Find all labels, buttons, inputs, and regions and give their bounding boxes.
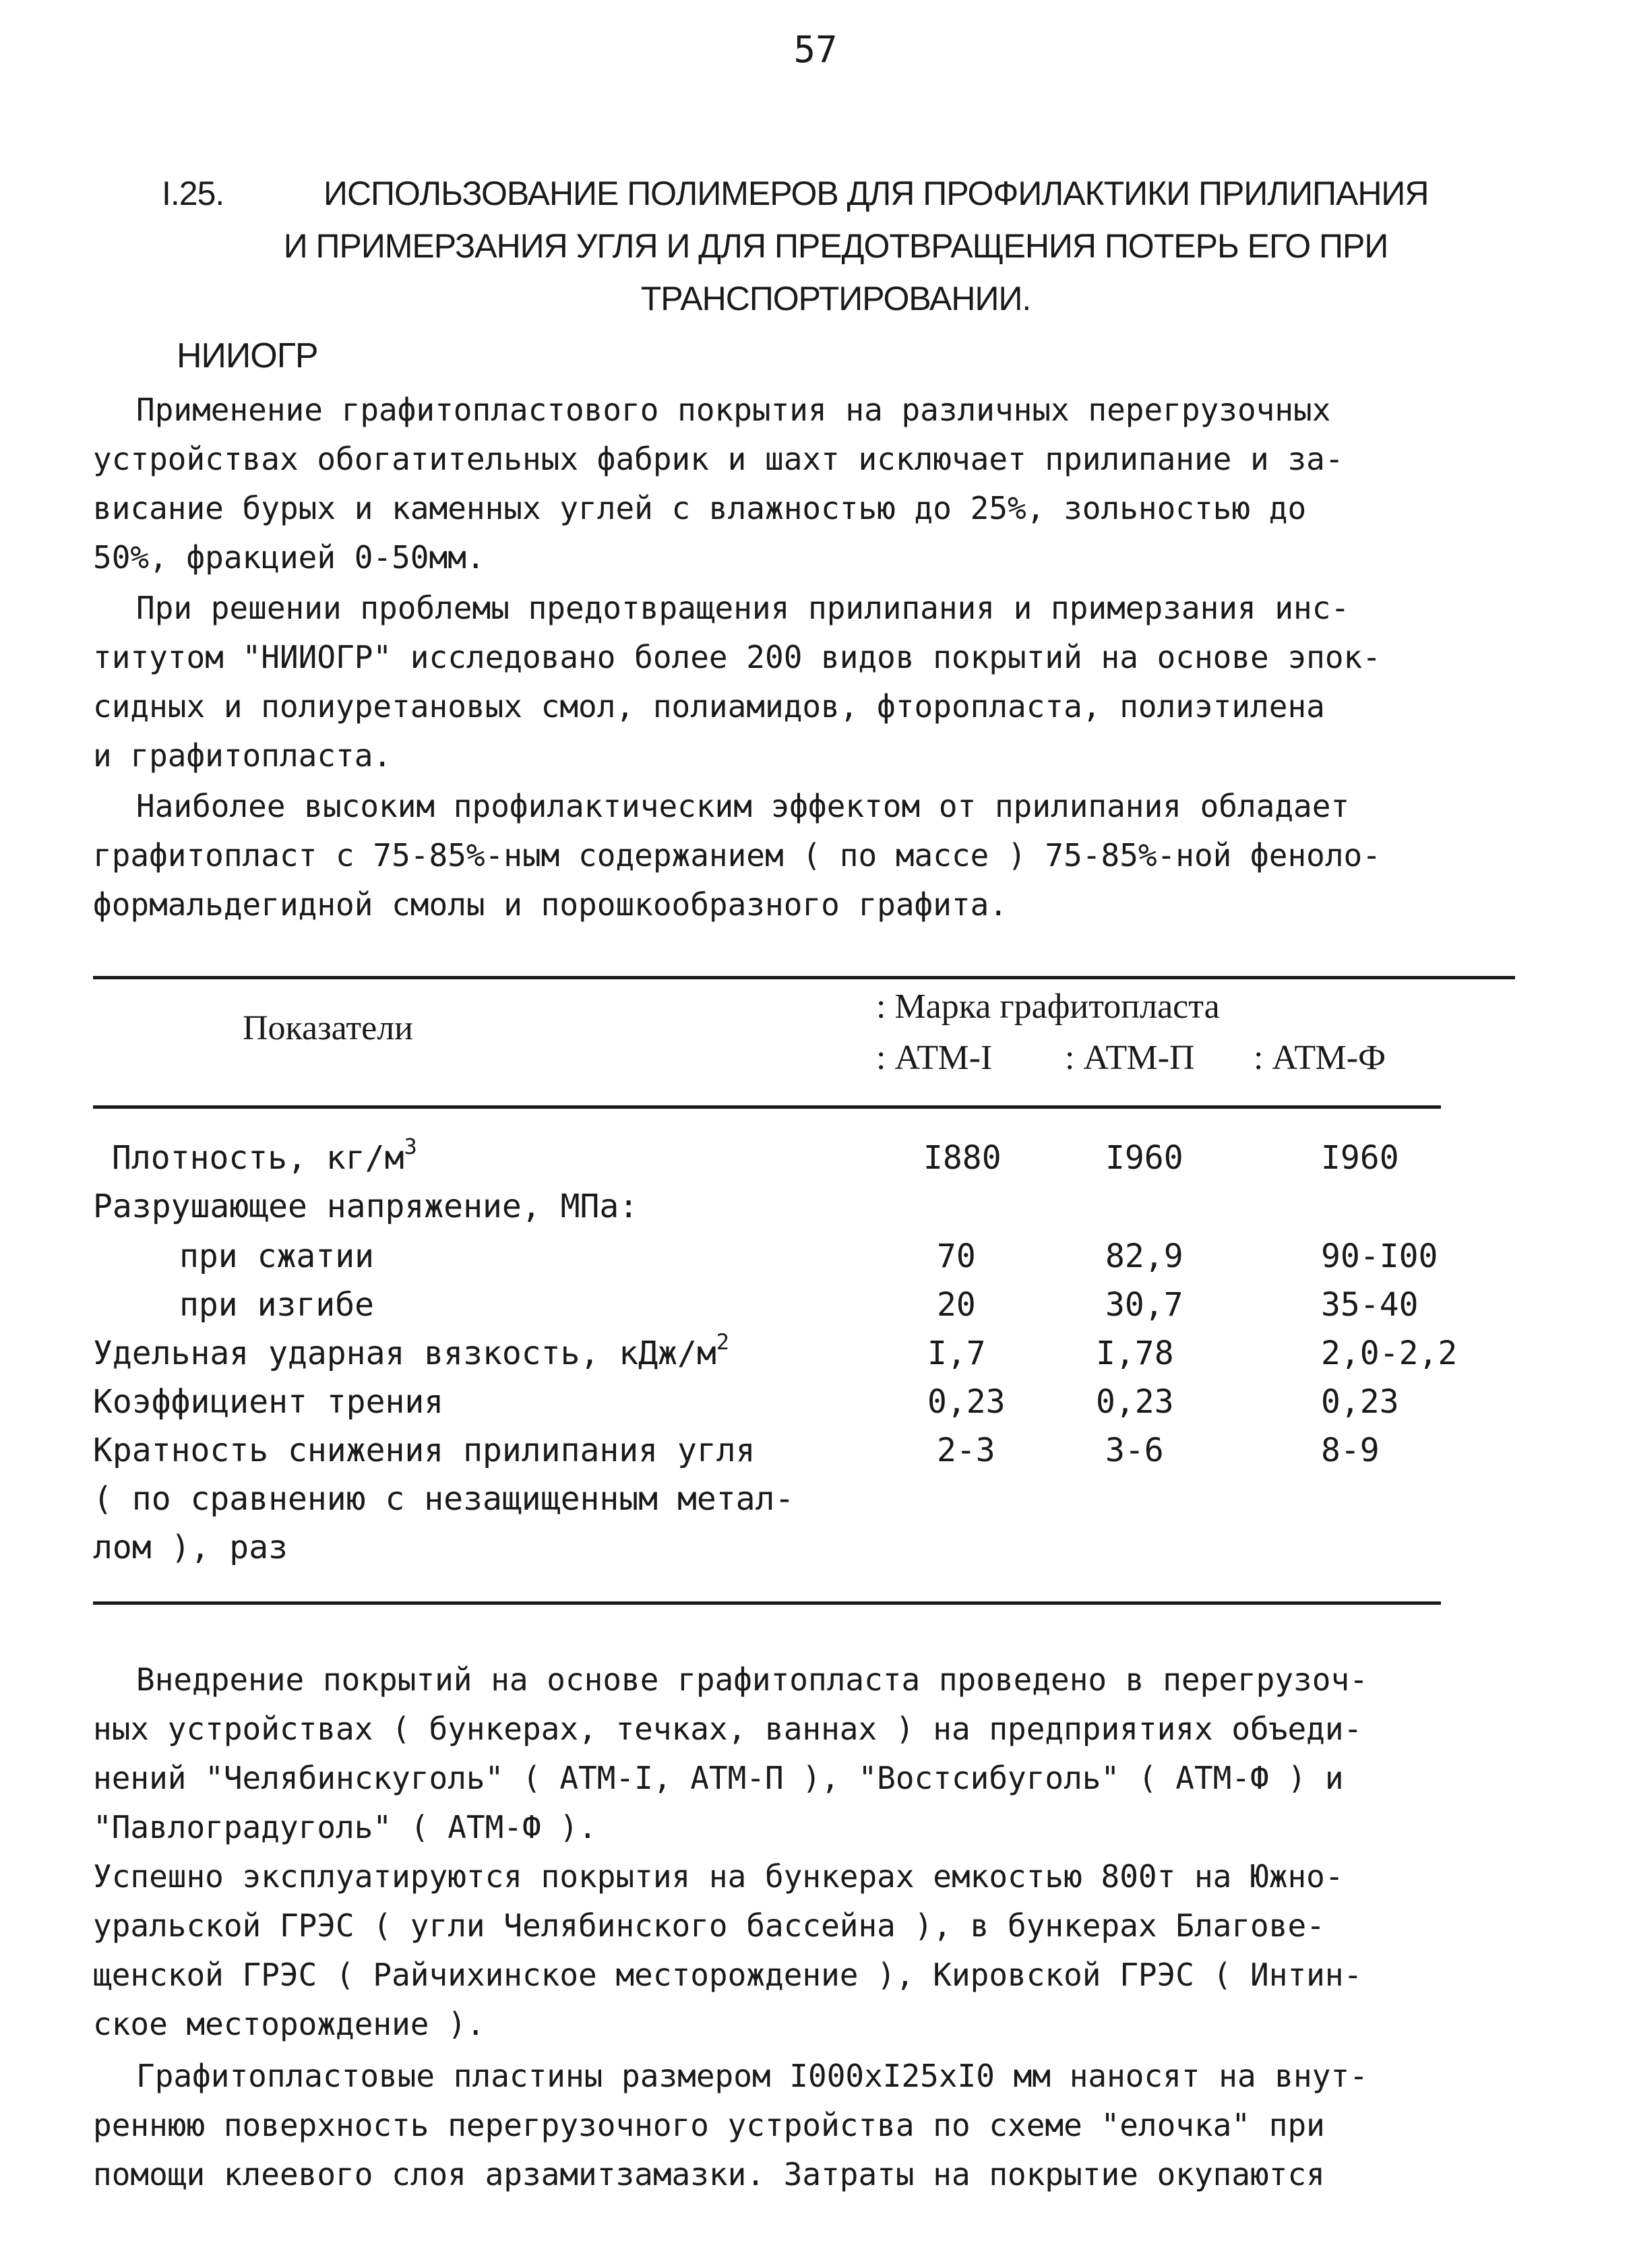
paragraph-line: графитопласт с 75-85%-ным содержанием ( по массе ) 75-85%-ной феноло- [93, 837, 1381, 874]
column-header-indicator: Показатели [243, 1009, 413, 1047]
paragraph-line: помощи клеевого слоя арзамитзамазки. Затраты на покрытие окупаются [93, 2156, 1325, 2193]
value-atm-1: 0,23 [927, 1383, 1006, 1421]
page-number: 57 [793, 28, 838, 71]
paragraph [93, 2052, 1562, 2199]
paragraph [93, 1852, 1562, 2049]
paragraph [93, 782, 1562, 929]
value-atm-2: 3-6 [1105, 1432, 1164, 1469]
value-atm-1: I880 [923, 1139, 1002, 1177]
paragraph-line: реннюю поверхность перегрузочного устройства по схеме "елочка" при [93, 2107, 1325, 2143]
paragraph-line: нений "Челябинскуголь" ( АТМ-I, АТМ-П ), "Востсибуголь" ( АТМ-Ф ) и [93, 1760, 1344, 1796]
table-row: при изгибе [179, 1286, 374, 1324]
value-atm-2: 30,7 [1105, 1286, 1183, 1324]
paragraph [93, 386, 1562, 582]
table-row: лом ), раз [93, 1529, 288, 1566]
paragraph-line: Графитопластовые пластины размером I000xI25xI0 мм наносят на внут- [136, 2058, 1368, 2094]
value-atm-2: 82,9 [1105, 1237, 1183, 1275]
value-atm-2: I,78 [1096, 1335, 1174, 1372]
superscript: 3 [404, 1134, 417, 1159]
paragraph-line: При решении проблемы предотвращения прилипания и примерзания инс- [136, 590, 1350, 626]
value-atm-2: I960 [1105, 1139, 1183, 1177]
column-group-header: : Марка графитопласта [876, 987, 1220, 1026]
section-number: I.25. [162, 175, 224, 212]
paragraph-line: Применение графитопластового покрытия на различных перегрузочных [136, 392, 1331, 428]
value-atm-f: 90-I00 [1321, 1237, 1438, 1275]
table-row: Коэффициент трения [93, 1383, 444, 1421]
column-header-atm-f: : АТМ-Ф [1254, 1039, 1386, 1077]
value-atm-1: 2-3 [937, 1432, 995, 1469]
paragraph-line: ных устройствах ( бункерах, течках, ваннах ) на предприятиях объеди- [93, 1711, 1363, 1747]
value-atm-f: 0,23 [1321, 1383, 1399, 1421]
table-header-rule [93, 1105, 1441, 1109]
table-row: ( по сравнению с незащищенным метал- [93, 1480, 795, 1518]
paragraph-line: и графитопласта. [93, 737, 392, 774]
value-atm-2: 0,23 [1096, 1383, 1174, 1421]
table-row [112, 1134, 417, 1177]
paragraph-line: ское месторождение ). [93, 2006, 485, 2042]
paragraph-line: сидных и полиуретановых смол, полиамидов, фторопласта, полиэтилена [93, 688, 1325, 725]
value-atm-1: 70 [937, 1237, 976, 1275]
value-atm-f: 8-9 [1321, 1432, 1380, 1469]
paragraph-line: формальдегидной смолы и порошкообразного графита. [93, 886, 1008, 923]
superscript: 2 [716, 1329, 730, 1355]
heading-line: И ПРИМЕРЗАНИЯ УГЛЯ И ДЛЯ ПРЕДОТВРАЩЕНИЯ ПОТЕРЬ ЕГО ПРИ [283, 227, 1388, 265]
section-heading [162, 167, 1510, 325]
table-top-rule [93, 976, 1515, 979]
row-label: Удельная ударная вязкость, кДж/м [93, 1335, 716, 1372]
paragraph-line: 50%, фракцией 0-50мм. [93, 539, 485, 576]
table-row: Кратность снижения прилипания угля [93, 1432, 756, 1469]
value-atm-f: 2,0-2,2 [1321, 1335, 1458, 1372]
paragraph-line: щенской ГРЭС ( Райчихинское месторождение ), Кировской ГРЭС ( Интин- [93, 1957, 1363, 1993]
row-label: Плотность, кг/м [112, 1139, 404, 1177]
table-bottom-rule [93, 1601, 1441, 1605]
paragraph-line: устройствах обогатительных фабрик и шахт исключает прилипание и за- [93, 441, 1344, 477]
value-atm-f: I960 [1321, 1139, 1399, 1177]
paragraph [93, 584, 1562, 780]
paragraph [93, 1655, 1562, 1852]
paragraph-line: "Павлоградуголь" ( АТМ-Ф ). [93, 1809, 597, 1845]
heading-line: ИСПОЛЬЗОВАНИЕ ПОЛИМЕРОВ ДЛЯ ПРОФИЛАКТИКИ ПРИЛИПАНИЯ [324, 175, 1429, 212]
heading-line: ТРАНСПОРТИРОВАНИИ. [640, 280, 1031, 317]
paragraph-line: висание бурых и каменных углей с влажностью до 25%, зольностью до [93, 490, 1307, 526]
organization-name: НИИОГР [177, 336, 318, 375]
table-row: Разрушающее напряжение, МПа: [93, 1188, 639, 1225]
value-atm-1: 20 [937, 1286, 976, 1324]
table-row [93, 1329, 730, 1372]
paragraph-line: Наиболее высоким профилактическим эффектом от прилипания обладает [136, 788, 1350, 824]
value-atm-1: I,7 [927, 1335, 986, 1372]
value-atm-f: 35-40 [1321, 1286, 1419, 1324]
table-row: при сжатии [179, 1237, 374, 1275]
paragraph-line: Успешно эксплуатируются покрытия на бункерах емкостью 800т на Южно- [93, 1858, 1344, 1895]
column-header-atm-2: : АТМ-П [1065, 1039, 1195, 1077]
paragraph-line: титутом "НИИОГР" исследовано более 200 видов покрытий на основе эпок- [93, 639, 1381, 675]
paragraph-line: Внедрение покрытий на основе графитопласта проведено в перегрузоч- [136, 1661, 1368, 1698]
paragraph-line: уральской ГРЭС ( угли Челябинского бассейна ), в бункерах Благове- [93, 1907, 1325, 1944]
column-header-atm-1: : АТМ-I [876, 1039, 993, 1077]
